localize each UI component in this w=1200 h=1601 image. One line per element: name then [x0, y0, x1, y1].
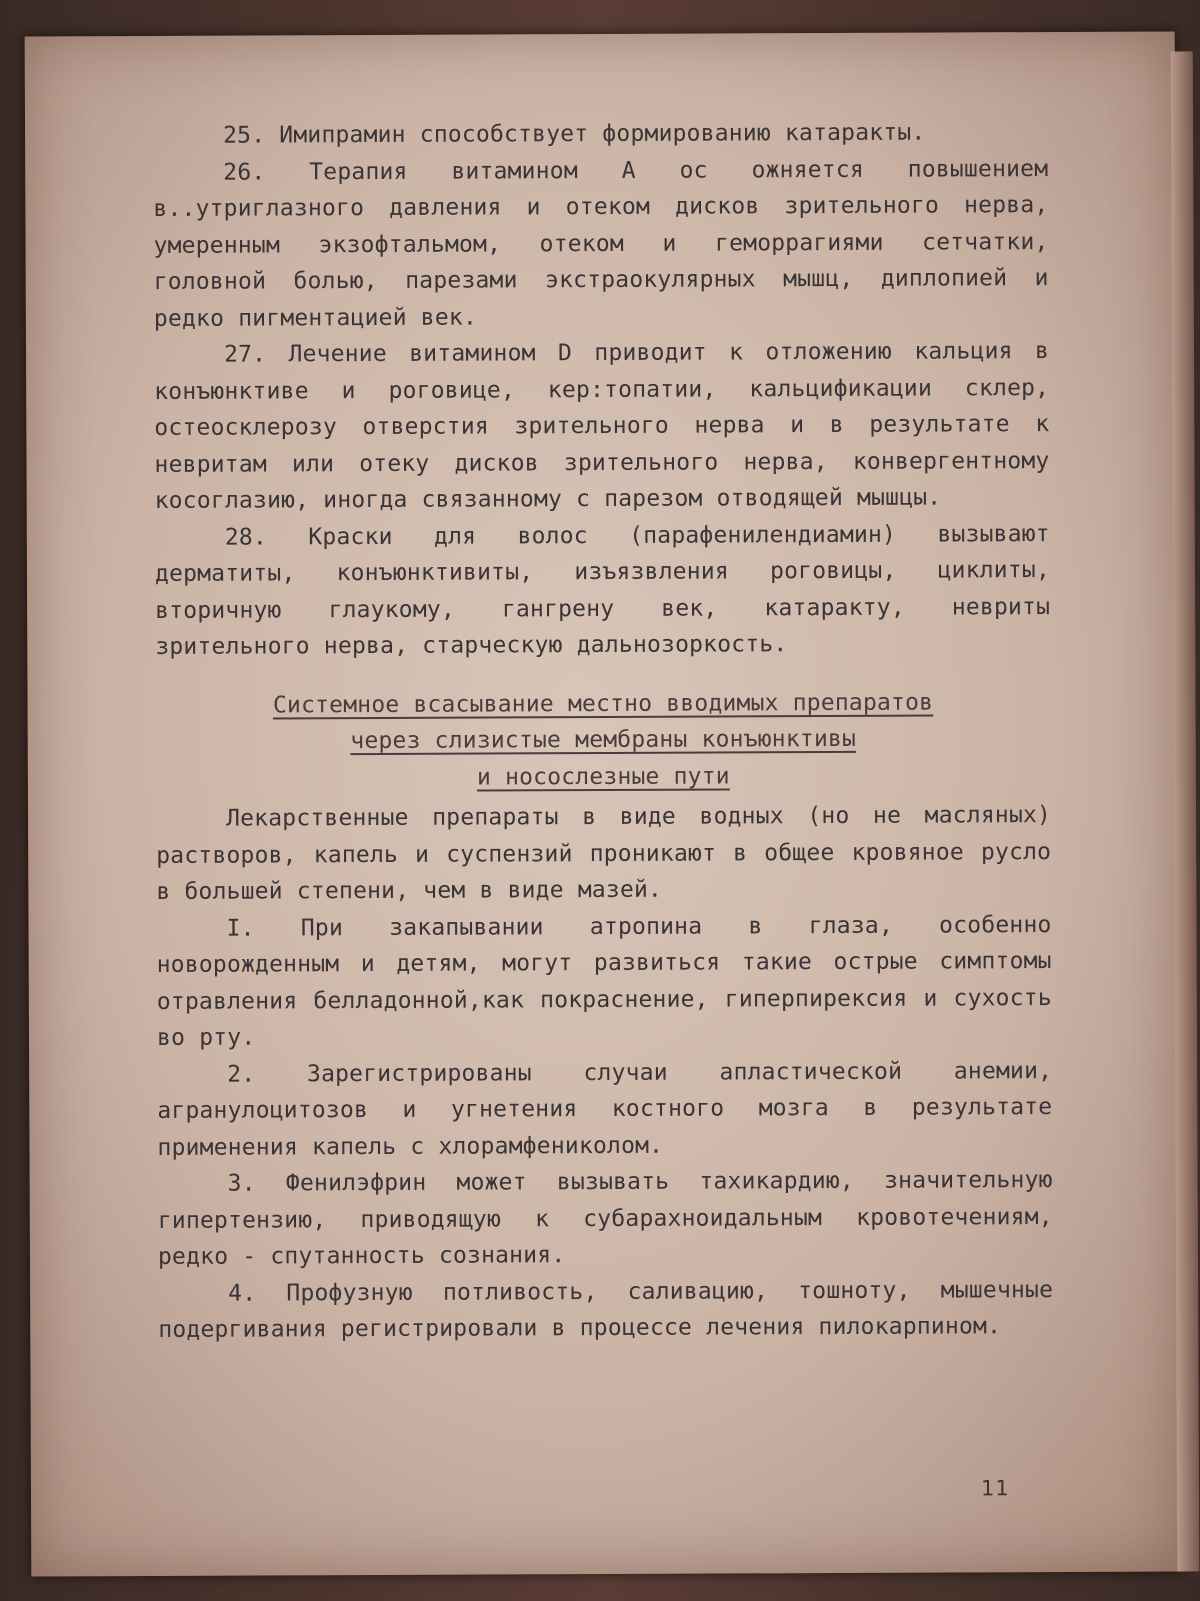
- paragraph-27: 27. Лечение витамином D приводит к отложению кальция в конъюнктиве и роговице, кер:топатии, кальцификации склер, остеосклерозу отверстия зрительного нерва и в результате к невритам или отеку дисков зрительного нерва, конвергентному косоглазию, иногда связанному с парезом отводящей мышцы.: [154, 338, 1050, 514]
- paragraph-26: 26. Терапия витамином A ос ожняется повышением в..утриглазного давления и отеком дисков зрительного нерва, умеренным экзофтальмом, отеком и геморрагиями сетчатки, головной болью, парезами экстраокулярных мышц, диплопией и редко пигментацией век.: [153, 155, 1049, 332]
- section-heading: [155, 684, 1050, 797]
- paragraph-28: 28. Краски для волос (парафенилендиамин) вызывают дерматиты, конъюнктивиты, изъязвления роговицы, циклиты, вторичную глаукому, гангрену век, катаракту, невриты зрительного нерва, старческую дальнозоркость.: [154, 520, 1051, 660]
- section-heading-line-2: через слизистые мембраны конъюнктивы: [350, 725, 857, 755]
- page-body: [153, 114, 1053, 1348]
- paragraph-25: 25. Имипрамин способствует формированию катаракты.: [223, 119, 926, 149]
- paragraph-4: 4. Профузную потливость, саливацию, тошноту, мышечные подергивания регистрировали в процессе лечения пилокарпином.: [158, 1276, 1054, 1343]
- paragraph-2: 2. Зарегистрированы случаи апластической анемии, агранулоцитозов и угнетения костного мозга в результате применения капель с хлорамфениколом.: [157, 1057, 1053, 1161]
- section-heading-line-1: Системное всасывание местно вводимых препаратов: [272, 689, 934, 718]
- page-number: 11: [980, 1476, 1010, 1501]
- intro-paragraph: Лекарственные препараты в виде водных (но не масляных) растворов, капель и суспензий проникают в общее кровяное русло в большей степени, чем в виде мазей.: [156, 802, 1052, 905]
- document-page: [25, 31, 1182, 1576]
- paragraph-1: I. При закапывании атропина в глаза, особенно новорожденным и детям, могут развиться такие острые симптомы отравления белладонной,как покраснение, гиперпирексия и сухость во рту.: [156, 911, 1052, 1051]
- paragraph-3: 3. Фенилэфрин может вызывать тахикардию, значительную гипертензию, приводящую к субарахноидальным кровотечениям, редко - спутанность сознания.: [157, 1167, 1053, 1270]
- section-heading-line-3: и носослезные пути: [476, 762, 730, 791]
